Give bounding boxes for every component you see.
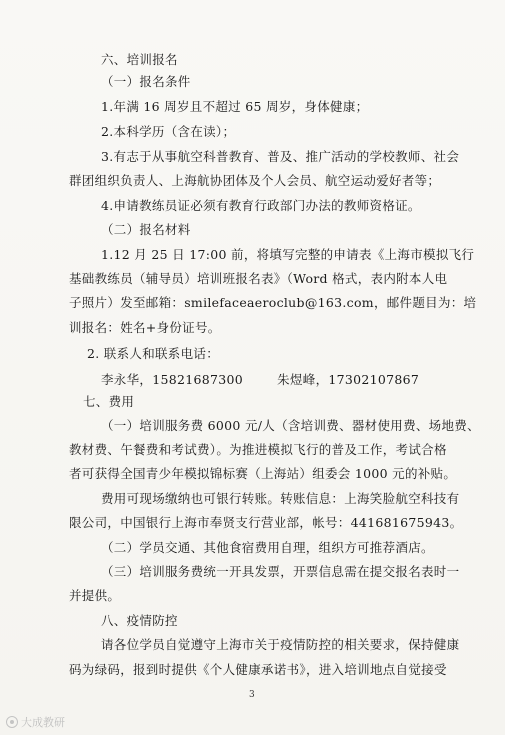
condition-4: 4.申请教练员证必须有教育行政部门办法的教师资格证。 bbox=[101, 198, 421, 213]
page-number: 3 bbox=[249, 690, 255, 700]
condition-2: 2.本科学历（含在读）； bbox=[101, 124, 236, 139]
payment-line-2: 限公司，中国银行上海市奉贤支行营业部，帐号：441681675943。 bbox=[69, 515, 463, 530]
condition-3-line-2: 群团组织负责人、上海航协团体及个人会员、航空运动爱好者等； bbox=[69, 173, 441, 188]
fee-1-line-1: （一）培训服务费 6000 元/人（含培训费、器材使用费、场地费、 bbox=[101, 418, 480, 433]
material-1-line-1: 1.12 月 25 日 17:00 前，将填写完整的申请表《上海市模拟飞行 bbox=[101, 247, 475, 262]
watermark-text: 大成教研 bbox=[21, 716, 65, 729]
contact-line: 李永华，15821687300 朱煜峰，17302107867 bbox=[101, 372, 420, 387]
fee-1-line-2: 教材费、午餐费和考试费）。为推进模拟飞行的普及工作，考试合格 bbox=[69, 442, 447, 457]
material-1-line-3: 子照片）发至邮箱：smilefaceaeroclub@163.com，邮件题目为：培 bbox=[69, 295, 477, 310]
material-1-line-2: 基础教练员（辅导员）培训班报名表》（Word 格式，表内附本人电 bbox=[69, 271, 448, 286]
fee-2: （二）学员交通、其他食宿费用自理，组织方可推荐酒店。 bbox=[101, 540, 434, 555]
epidemic-line-2: 码为绿码，报到时提供《个人健康承诺书》，进入培训地点自觉接受 bbox=[69, 662, 447, 677]
section-heading-registration: 六、培训报名 bbox=[101, 52, 178, 67]
subheading-conditions: （一）报名条件 bbox=[101, 74, 191, 89]
fee-3-line-1: （三）培训服务费统一开具发票，开票信息需在提交报名表时一 bbox=[101, 564, 460, 579]
section-heading-epidemic: 八、疫情防控 bbox=[101, 613, 178, 628]
section-heading-fees: 七、费用 bbox=[83, 394, 135, 409]
condition-1: 1.年满 16 周岁且不超过 65 周岁，身体健康； bbox=[101, 99, 369, 114]
condition-3-line-1: 3.有志于从事航空科普教育、普及、推广活动的学校教师、社会 bbox=[101, 149, 460, 164]
fee-1-line-3: 者可获得全国青少年模拟锦标赛（上海站）组委会 1000 元的补贴。 bbox=[69, 466, 457, 481]
material-1-line-4: 训报名：姓名+身份证号。 bbox=[69, 320, 221, 335]
payment-line-1: 费用可现场缴纳也可银行转账。转账信息：上海笑脸航空科技有 bbox=[101, 491, 460, 506]
epidemic-line-1: 请各位学员自觉遵守上海市关于疫情防控的相关要求，保持健康 bbox=[101, 637, 460, 652]
watermark-logo-icon bbox=[6, 716, 18, 728]
subheading-materials: （二）报名材料 bbox=[101, 222, 191, 237]
contact-heading: 2. 联系人和联系电话： bbox=[87, 346, 219, 361]
fee-3-line-2: 并提供。 bbox=[69, 588, 121, 603]
watermark bbox=[6, 714, 65, 730]
